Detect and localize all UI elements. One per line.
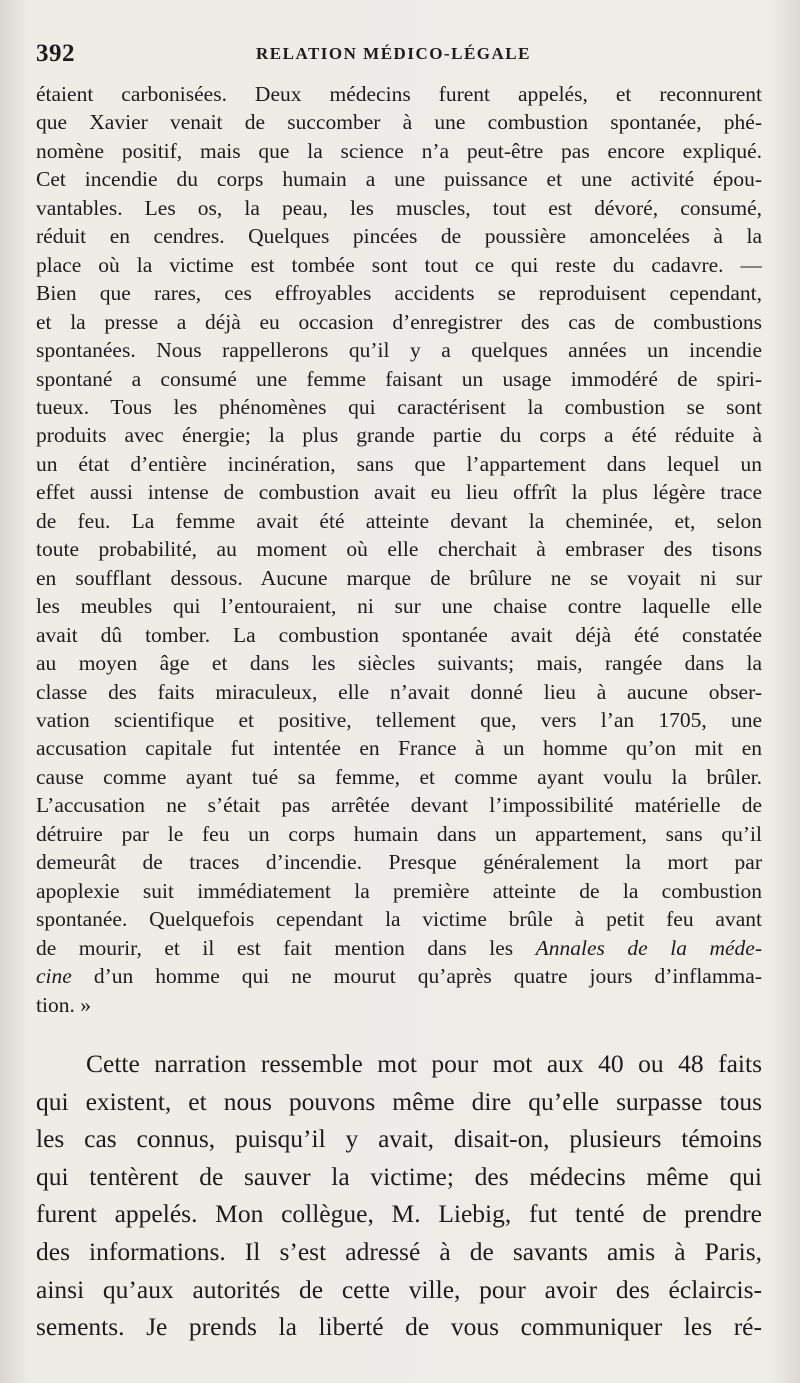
text-segment: de mourir, et il est fait mention dans les — [36, 935, 536, 960]
text-line: demeurât de traces d’incendie. Presque généralement la mort par — [36, 850, 762, 875]
text-line: cause comme ayant tué sa femme, et comme ayant voulu la brûler. — [36, 764, 762, 789]
text-line: au moyen âge et dans les siècles suivants; mais, rangée dans la — [36, 651, 762, 676]
text-line: vantables. Les os, la peau, les muscles, tout est dévoré, consumé, — [36, 195, 762, 220]
text-line: Cette narration ressemble mot pour mot aux 40 ou 48 faits — [86, 1048, 762, 1078]
text-line: détruire par le feu un corps humain dans un appartement, sans qu’il — [36, 821, 762, 846]
text-line: spontanées. Nous rappellerons qu’il y a quelques années un incendie — [36, 338, 762, 363]
text-line — [36, 934, 762, 962]
text-line: de feu. La femme avait été atteinte devant la cheminée, et, selon — [36, 508, 762, 533]
quoted-passage — [36, 80, 762, 1019]
main-paragraph — [36, 1045, 762, 1346]
text-line: spontané a consumé une femme faisant un usage immodéré de spiri- — [36, 366, 762, 391]
text-line: Cet incendie du corps humain a une puissance et une activité épou- — [36, 167, 762, 192]
text-line: les cas connus, puisqu’il y avait, disait-on, plusieurs témoins — [36, 1124, 762, 1154]
text-line: place où la victime est tombée sont tout ce qui reste du cadavre. — — [36, 252, 762, 277]
text-line: et la presse a déjà eu occasion d’enregistrer des cas de combustions — [36, 309, 762, 334]
text-line: L’accusation ne s’était pas arrêtée devant l’impossibilité matérielle de — [36, 793, 762, 818]
text-line: avait dû tomber. La combustion spontanée avait déjà été constatée — [36, 622, 762, 647]
running-head — [36, 40, 762, 80]
text-line: nomène positif, mais que la science n’a peut-être pas encore expliqué. — [36, 138, 762, 163]
text-line: apoplexie suit immédiatement la première atteinte de la combustion — [36, 878, 762, 903]
text-line: tion. » — [36, 992, 91, 1017]
text-line: étaient carbonisées. Deux médecins furent appelés, et reconnurent — [36, 82, 762, 106]
text-line: vation scientifique et positive, tellement que, vers l’an 1705, une — [36, 707, 762, 732]
italic-title: Annales de la méde- — [535, 935, 762, 960]
text-line: accusation capitale fut intentée en France à un homme qu’on mit en — [36, 736, 762, 761]
text-line — [36, 962, 762, 990]
text-line: produits avec énergie; la plus grande partie du corps a été réduite à — [36, 423, 762, 448]
text-line: spontanée. Quelquefois cependant la victime brûle à petit feu avant — [36, 907, 762, 932]
page-number: 392 — [36, 40, 75, 67]
text-line: que Xavier venait de succomber à une combustion spontanée, phé- — [36, 110, 762, 135]
italic-title: cine — [36, 964, 72, 989]
text-line: furent appelés. Mon collègue, M. Liebig, fut tenté de prendre — [36, 1199, 762, 1229]
text-line: qui tentèrent de sauver la victime; des médecins même qui — [36, 1161, 762, 1191]
text-line: sements. Je prends la liberté de vous communiquer les ré- — [36, 1312, 762, 1342]
text-line: qui existent, et nous pouvons même dire qu’elle surpasse tous — [36, 1086, 762, 1116]
text-line: les meubles qui l’entouraient, ni sur une chaise contre laquelle elle — [36, 594, 762, 619]
text-line: ainsi qu’aux autorités de cette ville, pour avoir des éclaircis- — [36, 1274, 762, 1304]
text-line: effet aussi intense de combustion avait eu lieu offrît la plus légère trace — [36, 480, 762, 505]
text-line: en soufflant dessous. Aucune marque de brûlure ne se voyait ni sur — [36, 565, 762, 590]
text-line: réduit en cendres. Quelques pincées de poussière amoncelées à la — [36, 224, 762, 249]
text-line: classe des faits miraculeux, elle n’avait donné lieu à aucune obser- — [36, 679, 762, 704]
text-line: toute probabilité, au moment où elle cherchait à embraser des tisons — [36, 537, 762, 562]
text-segment: d’un homme qui ne mourut qu’après quatre jours d’inflamma- — [71, 964, 762, 989]
text-line: un état d’entière incinération, sans que l’appartement dans lequel un — [36, 451, 762, 476]
text-line: Bien que rares, ces effroyables accidents se reproduisent cependant, — [36, 281, 762, 306]
text-line: tueux. Tous les phénomènes qui caractérisent la combustion se sont — [36, 394, 762, 419]
text-line: des informations. Il s’est adressé à de savants amis à Paris, — [36, 1236, 762, 1266]
running-title: RELATION MÉDICO-LÉGALE — [256, 44, 531, 63]
